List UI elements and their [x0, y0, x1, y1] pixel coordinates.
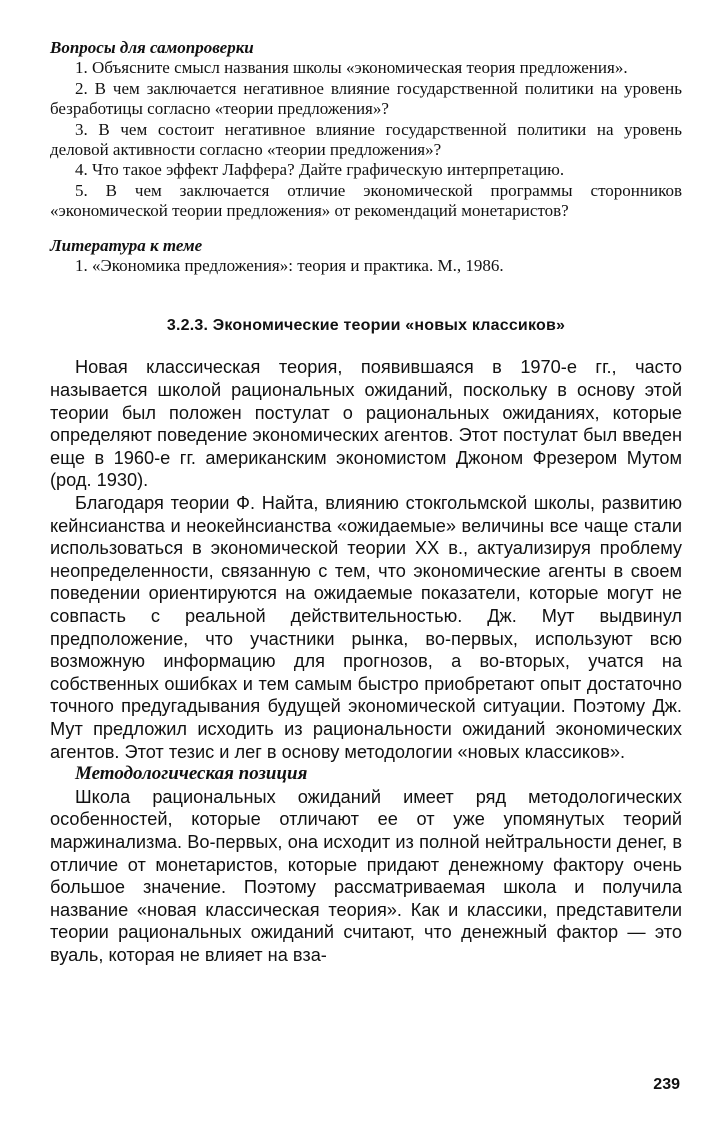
question-item: 5. В чем заключается отличие экономической программы сторонников «экономической теории предложения» от рекомендаций монетаристов?: [50, 180, 682, 221]
questions-heading: Вопросы для самопроверки: [50, 38, 254, 57]
section-body: [50, 356, 682, 966]
literature-heading: Литература к теме: [50, 235, 203, 255]
question-item: 1. Объясните смысл названия школы «экономическая теория предложения».: [75, 58, 628, 78]
page-number: 239: [653, 1076, 680, 1093]
literature-item: 1. «Экономика предложения»: теория и практика. М., 1986.: [75, 256, 504, 276]
page-content: [50, 38, 682, 967]
self-check-questions: [50, 38, 682, 276]
question-item: 3. В чем состоит негативное влияние государственной политики на уровень деловой активности согласно «теории предложения»?: [50, 119, 682, 160]
body-paragraph: Школа рациональных ожиданий имеет ряд методологических особенностей, которые отличают ее от уже упомянутых теорий маржинализма. Во-первых, она исходит из полной нейтральности денег, в отличие от монетаристов, которые придают денежному фактору очень большое значение. Поэтому рассматриваемая школа и получила название «новая классическая теория». Как и классики, представители теории рациональных ожиданий считают, что денежный фактор — это вуаль, которая не влияет на вза-: [50, 786, 682, 965]
question-item: 2. В чем заключается негативное влияние государственной политики на уровень безработицы согласно «теории предложения»?: [50, 78, 682, 119]
section-title: 3.2.3. Экономические теории «новых классиков»: [166, 317, 566, 335]
body-paragraph: Новая классическая теория, появившаяся в 1970-е гг., часто называется школой рациональных ожиданий, поскольку в основу этой теории был положен постулат о рациональных ожиданиях, которые определяют поведение экономических агентов. Этот постулат был введен еще в 1960-е гг. американским экономистом Джоном Фрезером Мутом (род. 1930).: [50, 357, 682, 491]
body-paragraph: Благодаря теории Ф. Найта, влиянию стокгольмской школы, развитию кейнсианства и неокейнсианства «ожидаемые» величины все чаще стали использоваться в экономической теории XX в., актуализируя проблему неопределенности, связанную с тем, что экономические агенты в своем поведении ориентируются на ожидаемые показатели, которые могут не совпасть с реальной действительностью. Дж. Мут выдвинул предположение, что участники рынка, во-первых, используют всю возможную информацию для прогнозов, а во-вторых, учатся на собственных ошибках и тем самым быстро приобретают опыт достаточно точного предугадывания будущей экономической ситуации. Поэтому Дж. Мут предложил исходить из рациональности ожиданий экономических агентов. Этот тезис и лег в основу методологии «новых классиков».: [50, 493, 682, 762]
question-item: 4. Что такое эффект Лаффера? Дайте графическую интерпретацию.: [75, 160, 565, 180]
subheading: Методологическая позиция: [75, 763, 308, 785]
